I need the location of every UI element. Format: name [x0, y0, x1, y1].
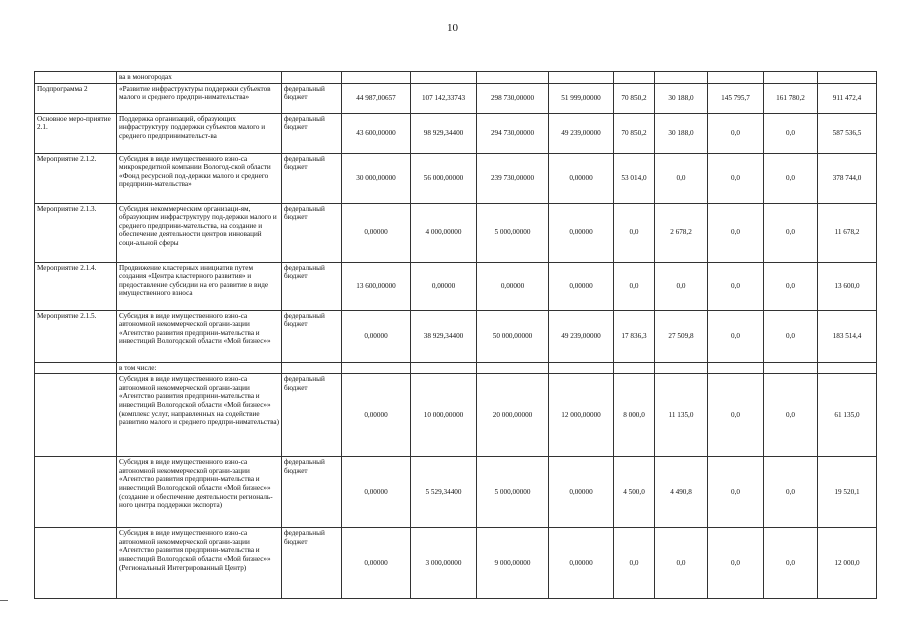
value-cell: 587 536,5	[818, 113, 877, 153]
value-cell: 0,00000	[549, 457, 614, 528]
funding-source-cell: федеральный бюджет	[282, 457, 342, 528]
value-cell: 0,00000	[549, 153, 614, 203]
funding-source-cell: федеральный бюджет	[282, 374, 342, 457]
value-cell: 0,0	[708, 153, 764, 203]
row-description-cell: Субсидия в виде имущественного взно-са автономной некоммерческой органи-зации «Агентство развития предприни-мательства и инвестиций Вологодской области «Мой бизнес»» (создание и обеспечение деятельности региональ-ного центра поддержки экспорта)	[117, 457, 282, 528]
value-cell: 378 744,0	[818, 153, 877, 203]
value-cell: 0,0	[764, 374, 818, 457]
value-cell: 4 490,8	[655, 457, 708, 528]
value-cell: 43 600,00000	[342, 113, 411, 153]
value-cell: 0,0	[708, 310, 764, 362]
value-cell: 61 135,0	[818, 374, 877, 457]
value-cell	[549, 362, 614, 374]
row-description-cell: Субсидия в виде имущественного взно-са автономной некоммерческой органи-зации «Агентство развития предприни-мательства и инвестиций Вологодской области «Мой бизнес»» (Региональный Интегрированный Центр)	[117, 528, 282, 599]
value-cell: 4 000,00000	[411, 203, 477, 262]
value-cell: 30 188,0	[655, 83, 708, 113]
funding-source-cell: федеральный бюджет	[282, 113, 342, 153]
funding-source-cell: федеральный бюджет	[282, 262, 342, 310]
row-description-cell: «Развитие инфраструктуры поддержки субъектов малого и среднего предпри-нимательства»	[117, 83, 282, 113]
value-cell	[764, 72, 818, 84]
value-cell	[708, 72, 764, 84]
value-cell: 56 000,00000	[411, 153, 477, 203]
row-description-cell: Субсидия в виде имущественного взно-са микрокредитной компании Вологод-ской области «Фонд ресурсной под-держки малого и среднего предприни-мательства»	[117, 153, 282, 203]
value-cell: 0,0	[614, 203, 655, 262]
row-description-cell: Продвижение кластерных инициатив путем создания «Центра кластерного развития» и предоставление субсидии на его развитие в виде имущественного взноса	[117, 262, 282, 310]
funding-source-cell: федеральный бюджет	[282, 83, 342, 113]
value-cell: 0,0	[708, 528, 764, 599]
value-cell: 0,00000	[477, 262, 549, 310]
row-name-cell	[35, 528, 117, 599]
row-name-cell	[35, 362, 117, 374]
value-cell	[818, 72, 877, 84]
table-row	[35, 362, 877, 374]
value-cell: 0,00000	[342, 310, 411, 362]
value-cell: 70 850,2	[614, 83, 655, 113]
row-name-cell	[35, 72, 117, 84]
value-cell	[614, 362, 655, 374]
value-cell: 13 600,00000	[342, 262, 411, 310]
value-cell	[655, 362, 708, 374]
value-cell	[477, 362, 549, 374]
value-cell: 0,00000	[549, 528, 614, 599]
value-cell	[477, 72, 549, 84]
value-cell: 4 500,0	[614, 457, 655, 528]
value-cell: 0,00000	[549, 203, 614, 262]
value-cell: 11 678,2	[818, 203, 877, 262]
value-cell: 0,0	[614, 528, 655, 599]
value-cell: 10 000,00000	[411, 374, 477, 457]
value-cell: 107 142,33743	[411, 83, 477, 113]
value-cell: 2 678,2	[655, 203, 708, 262]
value-cell: 5 000,00000	[477, 203, 549, 262]
row-name-cell: Подпрограмма 2	[35, 83, 117, 113]
value-cell: 0,00000	[342, 457, 411, 528]
value-cell: 0,0	[655, 528, 708, 599]
value-cell: 0,0	[764, 113, 818, 153]
value-cell: 53 014,0	[614, 153, 655, 203]
row-name-cell	[35, 374, 117, 457]
value-cell: 183 514,4	[818, 310, 877, 362]
value-cell: 0,0	[708, 113, 764, 153]
value-cell: 0,0	[764, 310, 818, 362]
value-cell: 19 520,1	[818, 457, 877, 528]
funding-source-cell: федеральный бюджет	[282, 153, 342, 203]
value-cell: 13 600,0	[818, 262, 877, 310]
value-cell: 0,00000	[342, 374, 411, 457]
value-cell	[342, 72, 411, 84]
budget-table	[34, 71, 877, 599]
value-cell: 145 795,7	[708, 83, 764, 113]
value-cell: 0,00000	[549, 262, 614, 310]
value-cell: 0,0	[655, 262, 708, 310]
table-row	[35, 374, 877, 457]
value-cell: 17 836,3	[614, 310, 655, 362]
value-cell: 27 509,8	[655, 310, 708, 362]
value-cell: 294 730,00000	[477, 113, 549, 153]
value-cell: 11 135,0	[655, 374, 708, 457]
value-cell: 0,00000	[411, 262, 477, 310]
row-name-cell: Мероприятие 2.1.5.	[35, 310, 117, 362]
value-cell: 98 929,34400	[411, 113, 477, 153]
value-cell: 30 000,00000	[342, 153, 411, 203]
value-cell: 0,0	[764, 203, 818, 262]
value-cell: 3 000,00000	[411, 528, 477, 599]
value-cell: 0,0	[764, 262, 818, 310]
row-description-cell: Поддержка организаций, образующих инфраструктуру поддержки субъектов малого и среднего предпринимательст-ва	[117, 113, 282, 153]
value-cell: 49 239,00000	[549, 310, 614, 362]
value-cell: 0,0	[655, 153, 708, 203]
row-name-cell: Основное меро-приятие 2.1.	[35, 113, 117, 153]
value-cell: 0,0	[708, 374, 764, 457]
row-name-cell: Мероприятие 2.1.2.	[35, 153, 117, 203]
funding-source-cell	[282, 72, 342, 84]
value-cell: 8 000,0	[614, 374, 655, 457]
value-cell: 30 188,0	[655, 113, 708, 153]
row-description-cell: Субсидия в виде имущественного взно-са автономной некоммерческой органи-зации «Агентство развития предприни-мательства и инвестиций Вологодской области «Мой бизнес»»	[117, 310, 282, 362]
value-cell: 70 850,2	[614, 113, 655, 153]
value-cell: 9 000,00000	[477, 528, 549, 599]
funding-source-cell: федеральный бюджет	[282, 310, 342, 362]
funding-source-cell: федеральный бюджет	[282, 203, 342, 262]
value-cell	[411, 72, 477, 84]
funding-source-cell: федеральный бюджет	[282, 528, 342, 599]
row-description-cell: Субсидия в виде имущественного взно-са автономной некоммерческой органи-зации «Агентство развития предприни-мательства и инвестиций Вологодской области «Мой бизнес»» (комплекс услуг, направленных на содействие развитию малого и среднего предпри-нимательства)	[117, 374, 282, 457]
value-cell	[342, 362, 411, 374]
funding-source-cell	[282, 362, 342, 374]
value-cell: 239 730,00000	[477, 153, 549, 203]
page-number: 10	[447, 22, 458, 34]
value-cell: 161 780,2	[764, 83, 818, 113]
table-row	[35, 83, 877, 113]
table-row	[35, 457, 877, 528]
value-cell: 0,0	[708, 457, 764, 528]
table-row	[35, 203, 877, 262]
row-description-cell: ва в моногородах	[117, 72, 282, 84]
value-cell: 0,0	[764, 457, 818, 528]
value-cell: 0,0	[708, 262, 764, 310]
row-description-cell: в том числе:	[117, 362, 282, 374]
table-row	[35, 262, 877, 310]
value-cell: 911 472,4	[818, 83, 877, 113]
row-description-cell: Субсидия некоммерческим организаци-ям, образующим инфраструктуру под-держки малого и среднего предприни-мательства, на создание и обеспечение деятельности центров инноваций соци-альной сферы	[117, 203, 282, 262]
value-cell: 5 000,00000	[477, 457, 549, 528]
row-name-cell: Мероприятие 2.1.3.	[35, 203, 117, 262]
value-cell: 0,00000	[342, 203, 411, 262]
value-cell: 0,00000	[342, 528, 411, 599]
value-cell: 0,0	[764, 528, 818, 599]
value-cell: 44 987,00657	[342, 83, 411, 113]
table-row	[35, 153, 877, 203]
value-cell: 38 929,34400	[411, 310, 477, 362]
value-cell	[708, 362, 764, 374]
value-cell: 51 999,00000	[549, 83, 614, 113]
value-cell: 12 000,0	[818, 528, 877, 599]
value-cell: 298 730,00000	[477, 83, 549, 113]
value-cell	[614, 72, 655, 84]
value-cell: 5 529,34400	[411, 457, 477, 528]
value-cell	[655, 72, 708, 84]
value-cell: 0,0	[764, 153, 818, 203]
margin-mark	[0, 600, 8, 601]
row-name-cell	[35, 457, 117, 528]
value-cell	[764, 362, 818, 374]
value-cell: 0,0	[614, 262, 655, 310]
table-row	[35, 72, 877, 84]
table-row	[35, 310, 877, 362]
value-cell	[411, 362, 477, 374]
value-cell: 12 000,00000	[549, 374, 614, 457]
value-cell	[818, 362, 877, 374]
value-cell: 49 239,00000	[549, 113, 614, 153]
row-name-cell: Мероприятие 2.1.4.	[35, 262, 117, 310]
table-row	[35, 113, 877, 153]
value-cell	[549, 72, 614, 84]
value-cell: 20 000,00000	[477, 374, 549, 457]
table-row	[35, 528, 877, 599]
value-cell: 0,0	[708, 203, 764, 262]
value-cell: 50 000,00000	[477, 310, 549, 362]
